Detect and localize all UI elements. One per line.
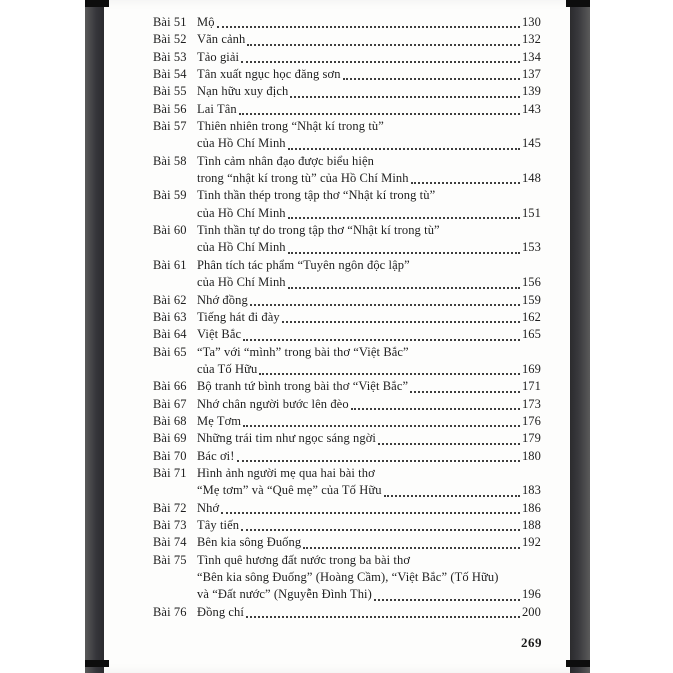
- toc-entry-row: [153, 101, 541, 118]
- page-ref: 173: [521, 396, 541, 411]
- toc-entry-row: [153, 569, 541, 586]
- toc-entry-row: [153, 205, 541, 222]
- dot-leader: [378, 430, 520, 444]
- entry-label: Bài 66: [153, 379, 187, 394]
- dot-leader: [237, 448, 520, 462]
- entry-label: Bài 68: [153, 413, 187, 428]
- toc-entry-row: [153, 292, 541, 309]
- toc-entry-row: [153, 586, 541, 603]
- page-ref: 171: [521, 379, 541, 394]
- entry-label: Bài 65: [153, 344, 187, 359]
- entry-label: Bài 57: [153, 119, 187, 134]
- toc-entry-row: [153, 344, 541, 361]
- entry-label: Bài 72: [153, 500, 187, 515]
- toc-entry-row: [153, 448, 541, 465]
- page-ref: 186: [521, 500, 541, 515]
- dot-leader: [246, 604, 520, 618]
- entry-title: Vãn cảnh: [197, 32, 246, 47]
- entry-title: Tân xuất ngục học đăng sơn: [197, 67, 341, 82]
- toc-entry-row: [153, 465, 541, 482]
- page-ref: 196: [521, 587, 541, 602]
- dot-leader: [239, 101, 520, 115]
- entry-label: Bài 75: [153, 552, 187, 567]
- dot-leader: [288, 239, 520, 253]
- entry-title: “Bên kia sông Đuống” (Hoàng Cầm), “Việt Bắc” (Tố Hữu): [197, 570, 499, 584]
- toc-entry-row: [153, 135, 541, 152]
- toc-entry-row: [153, 500, 541, 517]
- dot-leader: [384, 482, 520, 496]
- book-edge-left: [85, 0, 104, 673]
- entry-label: Bài 62: [153, 292, 187, 307]
- page-ref: 137: [521, 67, 541, 82]
- entry-title: Tình cảm nhân đạo được biểu hiện: [197, 153, 374, 168]
- toc-entry-row: [153, 604, 541, 621]
- entry-title: của Hồ Chí Minh: [197, 136, 286, 151]
- entry-title: Phân tích tác phẩm “Tuyên ngôn độc lập”: [197, 257, 410, 272]
- dot-leader: [259, 361, 520, 375]
- entry-label: Bài 53: [153, 49, 187, 64]
- entry-title: Mẹ Tơm: [197, 413, 242, 428]
- entry-title: Nhớ chân người bước lên đèo: [197, 396, 349, 411]
- dot-leader: [247, 31, 520, 45]
- toc-entry-row: [153, 222, 541, 239]
- entry-title: Lai Tân: [197, 101, 237, 116]
- entry-label: Bài 55: [153, 84, 187, 99]
- page-ref: 200: [521, 604, 541, 619]
- toc-entry-row: [153, 14, 541, 31]
- page-ref: 139: [521, 84, 541, 99]
- entry-title: của Hồ Chí Minh: [197, 205, 286, 220]
- entry-label: Bài 56: [153, 101, 187, 116]
- page-ref: 169: [521, 361, 541, 376]
- toc-entry-row: [153, 396, 541, 413]
- page-ref: 143: [521, 101, 541, 116]
- dot-leader: [374, 586, 520, 600]
- toc-entry-row: [153, 413, 541, 430]
- toc-entry-row: [153, 153, 541, 170]
- dot-leader: [250, 292, 520, 306]
- toc-entry-row: [153, 257, 541, 274]
- entry-title: Thiên nhiên trong “Nhật kí trong tù”: [197, 119, 384, 134]
- page-ref: 134: [521, 49, 541, 64]
- entry-title: Nhớ: [197, 500, 220, 515]
- entry-title: Tinh thần tự do trong tập thơ “Nhật kí trong tù”: [197, 223, 440, 238]
- entry-title: của Hồ Chí Minh: [197, 240, 286, 255]
- toc-entry-row: [153, 83, 541, 100]
- toc-entry-row: [153, 326, 541, 343]
- entry-title: Tây tiến: [197, 517, 240, 532]
- entry-title: của Tố Hữu: [197, 361, 258, 376]
- entry-label: Bài 76: [153, 604, 187, 619]
- page-ref: 192: [521, 535, 541, 550]
- entry-label: Bài 51: [153, 15, 187, 29]
- book-page-photo: [85, 0, 590, 673]
- toc-entry-row: [153, 309, 541, 326]
- dot-leader: [343, 66, 520, 80]
- entry-title: Hình ảnh người mẹ qua hai bài thơ: [197, 465, 375, 480]
- entry-title: Nạn hữu xuy địch: [197, 84, 289, 99]
- entry-title: Bác ơi!: [197, 448, 235, 463]
- entry-title: Tiếng hát đi đày: [197, 309, 280, 324]
- page-ref: 162: [521, 309, 541, 324]
- entry-label: Bài 58: [153, 153, 187, 168]
- entry-title: Việt Bắc: [197, 327, 242, 342]
- entry-label: Bài 64: [153, 327, 187, 342]
- entry-title: của Hồ Chí Minh: [197, 275, 286, 290]
- dot-leader: [243, 326, 520, 340]
- entry-label: Bài 69: [153, 431, 187, 446]
- entry-title: Bộ tranh tứ bình trong bài thơ “Việt Bắc”: [197, 379, 409, 394]
- entry-title: “Mẹ tơm” và “Quê mẹ” của Tố Hữu: [197, 483, 382, 498]
- entry-title: Tinh thần thép trong tập thơ “Nhật kí trong tù”: [197, 188, 436, 203]
- dot-leader: [243, 413, 520, 427]
- entry-label: Bài 54: [153, 67, 187, 82]
- photo-corner-bottom-right: [566, 660, 590, 667]
- page-ref: 153: [521, 240, 541, 255]
- entry-title: Bên kia sông Đuống: [197, 535, 302, 550]
- page-ref: 145: [521, 136, 541, 151]
- entry-label: Bài 52: [153, 32, 187, 47]
- toc-entry-row: [153, 187, 541, 204]
- page-ref: 148: [521, 171, 541, 186]
- entry-label: Bài 67: [153, 396, 187, 411]
- page-ref: 180: [521, 448, 541, 463]
- toc-entry-row: [153, 361, 541, 378]
- entry-title: và “Đất nước” (Nguyễn Đình Thi): [197, 587, 372, 602]
- entry-label: Bài 70: [153, 448, 187, 463]
- entry-title: “Ta” với “mình” trong bài thơ “Việt Bắc”: [197, 344, 409, 359]
- toc-list: [153, 14, 541, 621]
- toc-entry-row: [153, 118, 541, 135]
- page-ref: 188: [521, 517, 541, 532]
- dot-leader: [290, 83, 520, 97]
- dot-leader: [410, 378, 520, 392]
- toc-entry-row: [153, 170, 541, 187]
- toc-entry-row: [153, 430, 541, 447]
- toc-entry-row: [153, 239, 541, 256]
- dot-leader: [288, 135, 520, 149]
- dot-leader: [282, 309, 520, 323]
- book-edge-right: [570, 0, 590, 673]
- page-ref: 156: [521, 275, 541, 290]
- entry-label: Bài 73: [153, 517, 187, 532]
- photo-corner-top-right: [566, 0, 590, 7]
- dot-leader: [217, 14, 520, 28]
- toc-entry-row: [153, 274, 541, 291]
- entry-label: Bài 60: [153, 223, 187, 238]
- dot-leader: [411, 170, 520, 184]
- photo-corner-bottom-left: [85, 660, 109, 667]
- page-ref: 176: [521, 413, 541, 428]
- entry-label: Bài 71: [153, 465, 187, 480]
- dot-leader: [303, 534, 520, 548]
- photo-corner-top-left: [85, 0, 109, 7]
- dot-leader: [288, 205, 520, 219]
- page-ref: 159: [521, 292, 541, 307]
- toc-entry-row: [153, 31, 541, 48]
- dot-leader: [221, 500, 520, 514]
- entry-label: Bài 74: [153, 535, 187, 550]
- entry-title: Nhớ đồng: [197, 292, 248, 307]
- dot-leader: [241, 517, 520, 531]
- entry-title: Tảo giải: [197, 49, 240, 64]
- page-ref: 132: [521, 32, 541, 47]
- entry-label: Bài 63: [153, 309, 187, 324]
- page-ref: 130: [521, 15, 541, 29]
- entry-title: Mộ: [197, 15, 215, 29]
- toc-entry-row: [153, 378, 541, 395]
- page-ref: 165: [521, 327, 541, 342]
- dot-leader: [351, 396, 520, 410]
- toc-entry-row: [153, 534, 541, 551]
- dot-leader: [241, 49, 520, 63]
- toc-entry-row: [153, 517, 541, 534]
- toc-entry-row: [153, 66, 541, 83]
- entry-title: trong “nhật kí trong tù” của Hồ Chí Minh: [197, 171, 409, 186]
- entry-label: Bài 61: [153, 257, 187, 272]
- folio-page-number: 269: [521, 635, 542, 650]
- page-ref: 151: [521, 205, 541, 220]
- entry-label: Bài 59: [153, 188, 187, 203]
- dot-leader: [288, 274, 520, 288]
- toc-entry-row: [153, 49, 541, 66]
- toc-entry-row: [153, 552, 541, 569]
- toc-entry-row: [153, 482, 541, 499]
- page-ref: 179: [521, 431, 541, 446]
- entry-title: Tình quê hương đất nước trong ba bài thơ: [197, 552, 411, 567]
- entry-title: Những trái tim như ngọc sáng ngời: [197, 431, 376, 446]
- entry-title: Đồng chí: [197, 604, 244, 619]
- page-ref: 183: [521, 483, 541, 498]
